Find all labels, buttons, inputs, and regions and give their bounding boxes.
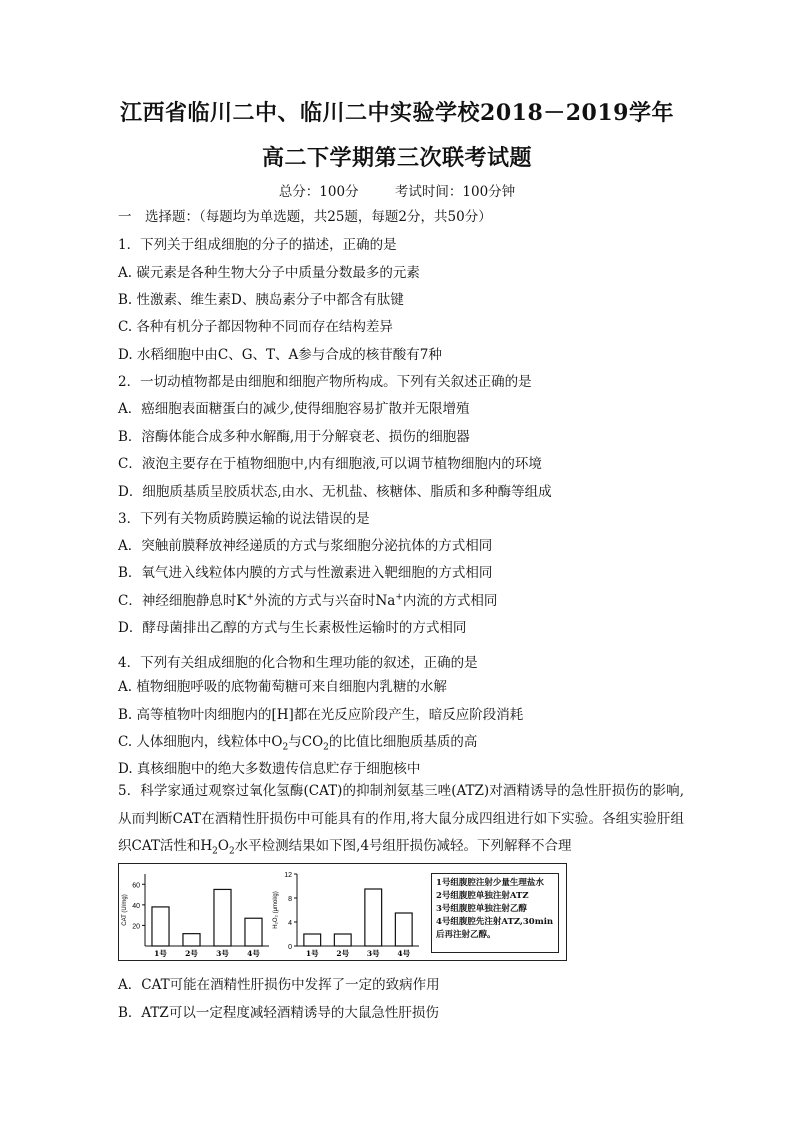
q4-option-a: A. 植物细胞呼吸的底物葡萄糖可来自细胞内乳糖的水解 [118, 679, 447, 695]
q1-stem: 1．下列关于组成细胞的分子的描述，正确的是 [118, 237, 397, 253]
bar [214, 889, 231, 946]
y-tick-label: 60 [132, 882, 140, 890]
bar [183, 934, 200, 946]
q5-stem: 5．科学家通过观察过氧化氢酶(CAT)的抑制剂氨基三唑(ATZ)对酒精诱导的急性肝损伤的影响,从而判断CAT在酒精性肝损伤中可能具有的作用,将大鼠分成四组进行如下实验。各组实验肝组织CAT活性和$H_2O_2$水平检测结果如下图,4号组肝损伤减轻。下列解释不合理 [118, 783, 684, 857]
q2-option-a: A．癌细胞表面糖蛋白的减少,使得细胞容易扩散并无限增殖 [118, 401, 470, 417]
q2-stem: 2．一切动植物都是由细胞和细胞产物所构成。下列有关叙述正确的是 [118, 374, 532, 390]
x-tick-label: 2号 [185, 949, 198, 958]
y-tick-label: 20 [132, 923, 140, 931]
q4-stem: 4．下列有关组成细胞的化合物和生理功能的叙述，正确的是 [118, 655, 478, 671]
bar [395, 913, 412, 946]
q1-option-d: D. 水稻细胞中由C、G、T、A参与合成的核苷酸有7种 [118, 347, 442, 363]
y-tick-label: 4 [288, 920, 292, 927]
q3-stem: 3．下列有关物质跨膜运输的说法错误的是 [118, 511, 370, 527]
q3-option-c: C．神经细胞静息时K+外流的方式与兴奋时Na+内流的方式相同 [118, 592, 498, 609]
q1-option-a: A. 碳元素是各种生物大分子中质量分数最多的元素 [118, 265, 420, 281]
x-tick-label: 3号 [216, 949, 229, 958]
x-tick-label: 4号 [397, 949, 411, 958]
q4-option-c: C. 人体细胞内，线粒体中$O_2$与$CO_2$的比值比细胞质基质的高 [118, 734, 478, 753]
q3-option-a: A．突触前膜释放神经递质的方式与浆细胞分泌抗体的方式相同 [118, 538, 493, 554]
q4-option-d: D. 真核细胞中的绝大多数遗传信息贮存于细胞核中 [118, 761, 421, 777]
x-tick-label: 4号 [247, 949, 260, 958]
section-heading: 一 选择题：（每题均为单选题，共25题，每题2分，共50分） [118, 209, 492, 225]
legend-line: 4号组腹腔先注射ATZ,30min [436, 917, 554, 927]
bar [245, 918, 262, 946]
y-tick-label: 40 [132, 902, 140, 910]
q1-option-c: C. 各种有机分子都因物种不同而存在结构差异 [118, 319, 393, 335]
exam-time: 考试时间：100分钟 [394, 184, 516, 200]
total-score: 总分：100分 [278, 184, 359, 200]
document-title-line1: 江西省临川二中、临川二中实验学校2018－2019学年 [120, 100, 674, 126]
y-tick-label: 12 [284, 872, 292, 879]
x-tick-label: 1号 [154, 949, 167, 958]
bar [334, 934, 351, 946]
q5-option-a: A．CAT可能在酒精性肝损伤中发挥了一定的致病作用 [118, 977, 440, 993]
y-tick-label: 8 [288, 896, 292, 903]
x-tick-label: 3号 [366, 949, 380, 958]
y-axis-label: CAT (U/mg) [122, 894, 128, 926]
q2-option-c: C．液泡主要存在于植物细胞中,内有细胞液,可以调节植物细胞内的环境 [118, 456, 542, 472]
legend-line: 1号组腹腔注射少量生理盐水 [436, 878, 544, 888]
y-axis-label: H₂O₂ (μmol/g) [273, 891, 279, 929]
figure-legend [431, 873, 559, 953]
q4-option-b: B. 高等植物叶肉细胞内的[H]都在光反应阶段产生，暗反应阶段消耗 [118, 707, 524, 723]
x-tick-label: 2号 [336, 949, 350, 958]
exam-meta [0, 180, 794, 200]
legend-line: 3号组腹腔单独注射乙醇 [436, 904, 527, 914]
experiment-figure [118, 863, 567, 961]
x-tick-label: 1号 [305, 949, 319, 958]
bar [304, 934, 321, 946]
document-title-line2: 高二下学期第三次联考试题 [261, 145, 532, 171]
q3-option-b: B．氧气进入线粒体内膜的方式与性激素进入靶细胞的方式相同 [118, 565, 493, 581]
legend-line: 后再注射乙醇。 [436, 930, 496, 940]
y-tick-label: 0 [288, 944, 292, 951]
q2-option-b: B．溶酶体能合成多种水解酶,用于分解衰老、损伤的细胞器 [118, 429, 470, 445]
bar [365, 889, 382, 946]
q3-option-d: D．酵母菌排出乙醇的方式与生长素极性运输时的方式相同 [118, 620, 467, 636]
legend-line: 2号组腹腔单独注射ATZ [436, 891, 529, 901]
q1-option-b: B. 性激素、维生素D、胰岛素分子中都含有肽键 [118, 292, 404, 308]
q2-option-d: D．细胞质基质呈胶质状态,由水、无机盐、核糖体、脂质和多种酶等组成 [118, 484, 552, 500]
q5-option-b: B．ATZ可以一定程度减轻酒精诱导的大鼠急性肝损伤 [118, 1005, 439, 1021]
bar [152, 907, 169, 946]
